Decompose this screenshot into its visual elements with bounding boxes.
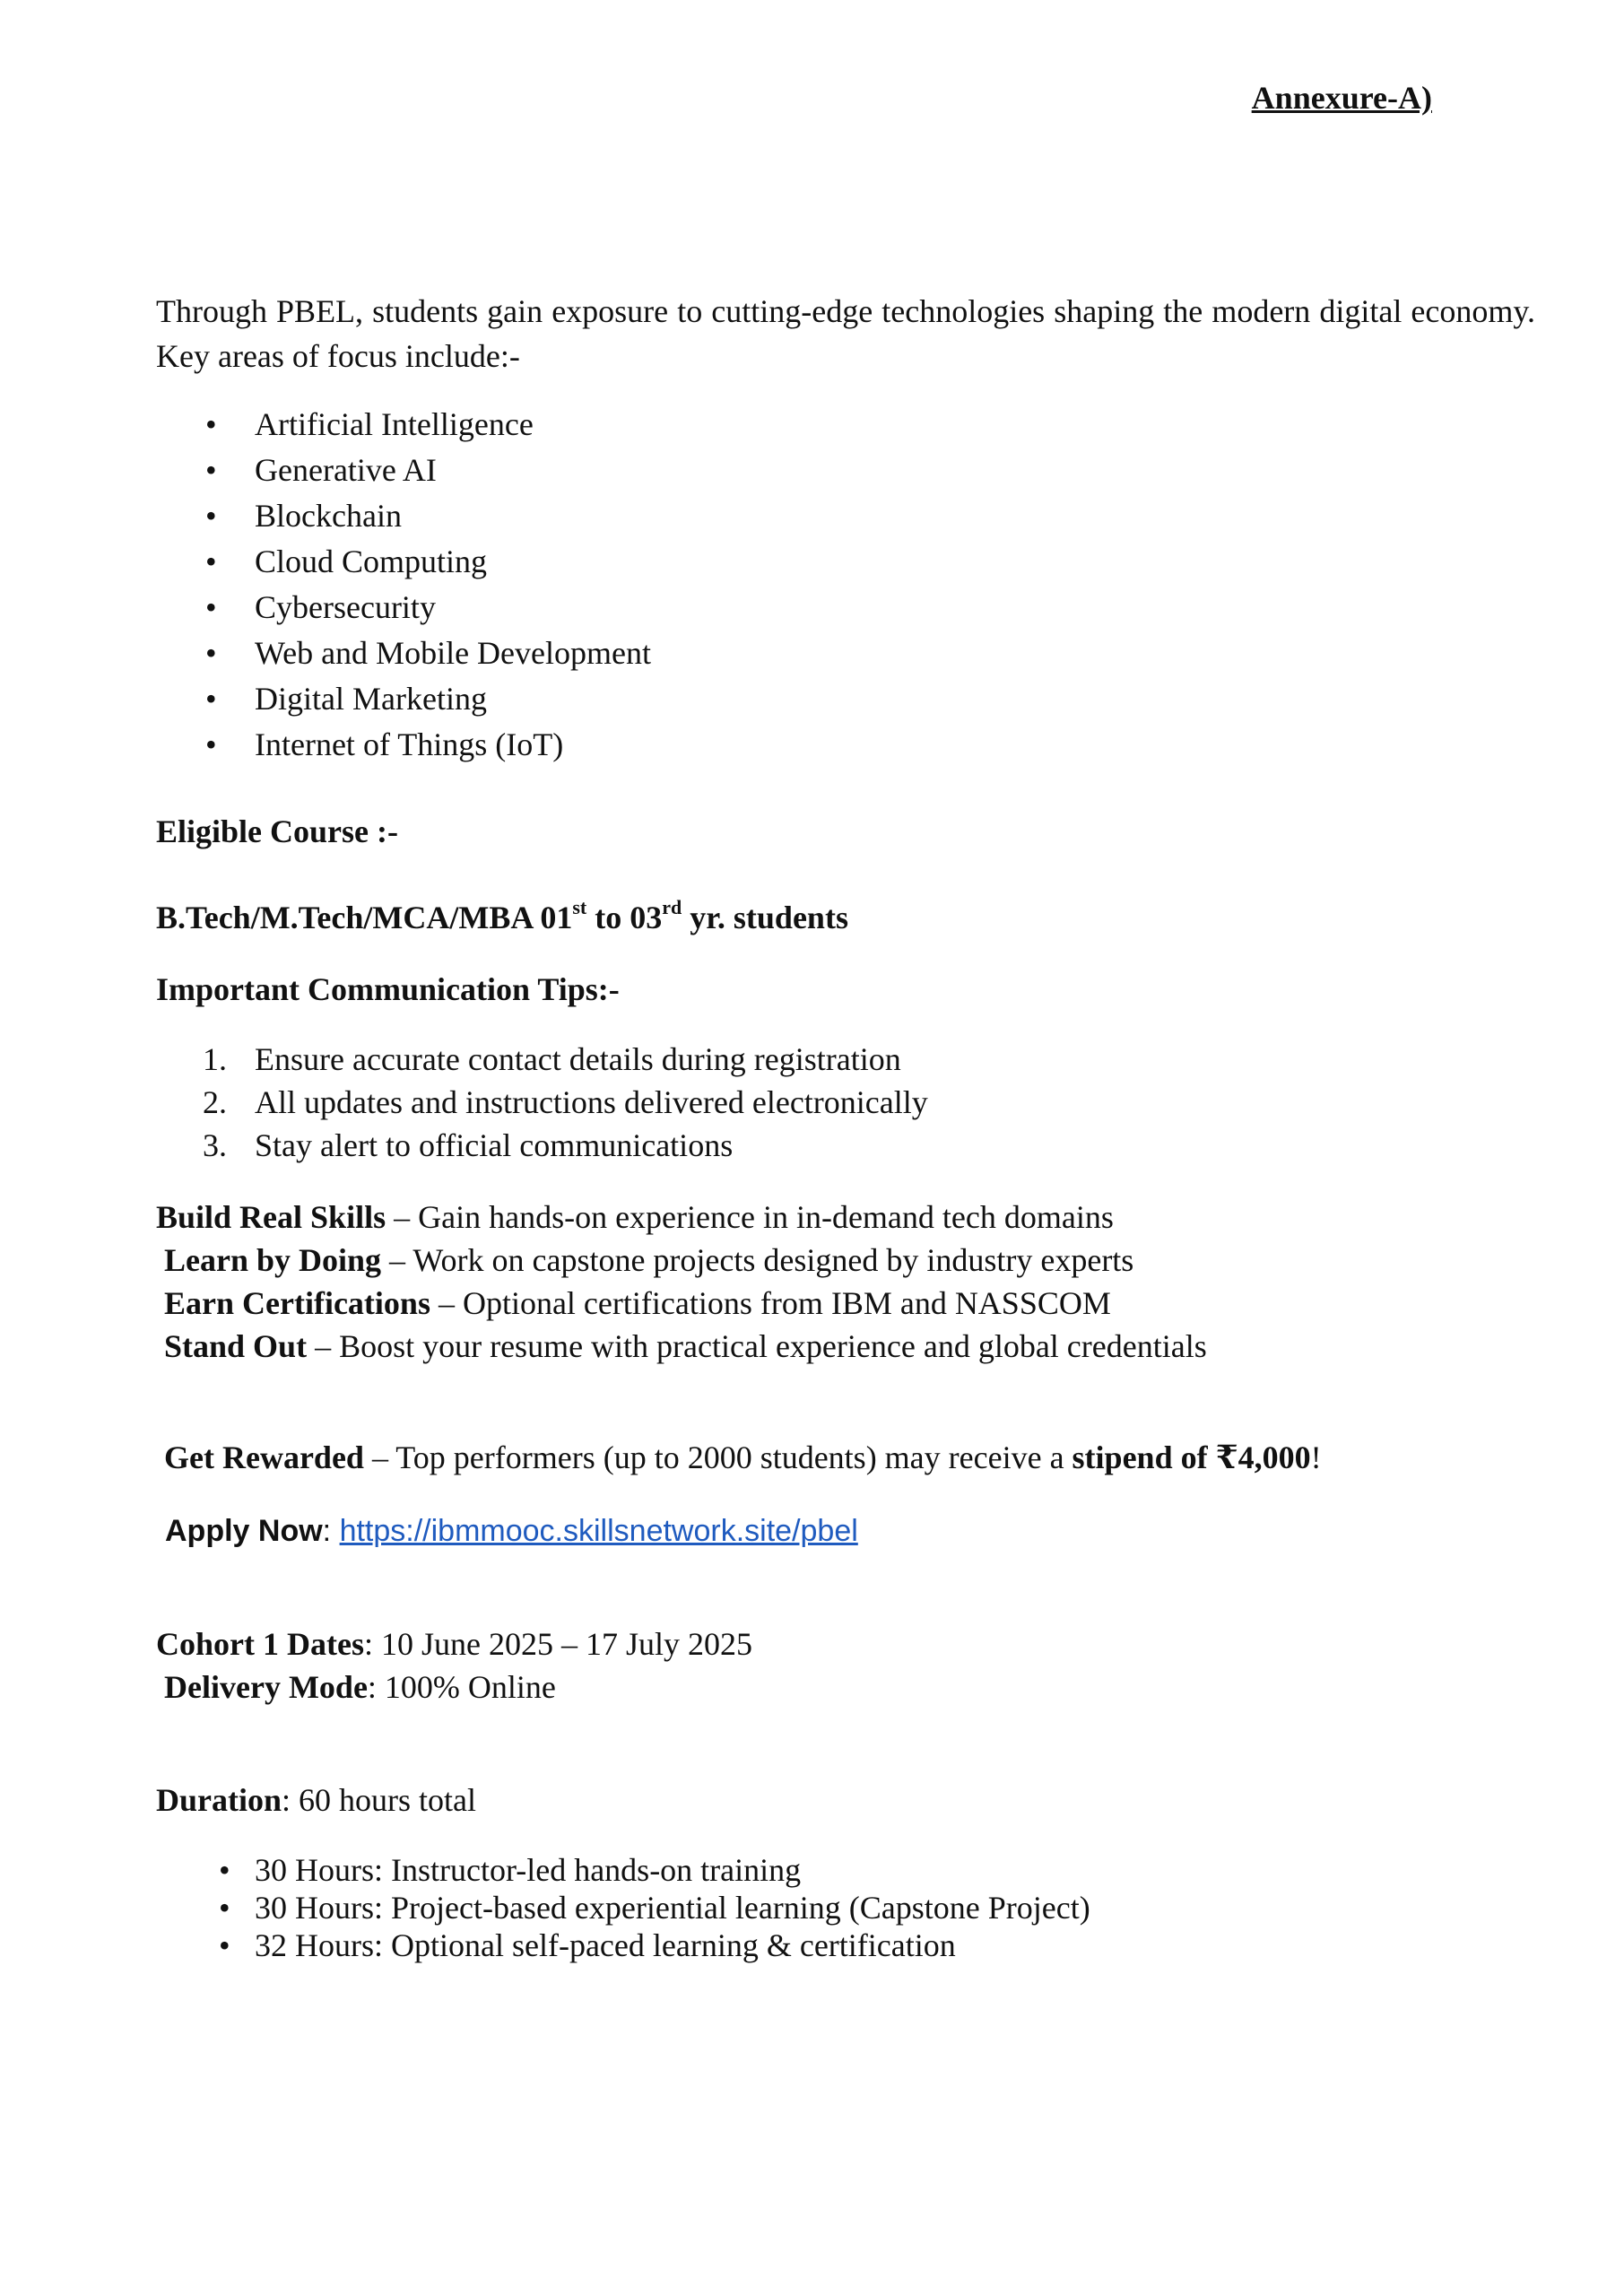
bullet-icon: • [219, 1852, 230, 1888]
bullet-icon: • [205, 726, 217, 762]
duration-heading: Duration: 60 hours total [156, 1782, 476, 1818]
benefit-stand-out: Stand Out – Boost your resume with practical experience and global credentials [164, 1328, 1207, 1364]
reward-line: Get Rewarded – Top performers (up to 2000 students) may receive a stipend of ₹4,000! [164, 1439, 1322, 1475]
eligible-course-heading: Eligible Course :- [156, 813, 398, 849]
benefit-earn-certifications: Earn Certifications – Optional certifications from IBM and NASSCOM [164, 1285, 1111, 1321]
apply-now-line: Apply Now: https://ibmmooc.skillsnetwork.site/pbel [165, 1514, 858, 1548]
annexure-heading: Annexure-A) [1251, 80, 1432, 116]
apply-now-label: Apply Now [165, 1514, 323, 1548]
bullet-icon: • [205, 589, 217, 625]
bullet-icon: • [205, 406, 217, 442]
bullet-icon: • [219, 1927, 230, 1963]
delivery-mode: Delivery Mode: 100% Online [164, 1669, 556, 1705]
apply-link[interactable]: https://ibmmooc.skillsnetwork.site/pbel [339, 1514, 858, 1548]
benefit-learn-by-doing: Learn by Doing – Work on capstone projects designed by industry experts [164, 1242, 1134, 1278]
bullet-icon: • [219, 1890, 230, 1926]
eligible-course-line: B.Tech/M.Tech/MCA/MBA 01st to 03rd yr. students [156, 896, 848, 935]
bullet-icon: • [205, 544, 217, 579]
bullet-icon: • [205, 498, 217, 534]
benefit-build-skills: Build Real Skills – Gain hands-on experience in in-demand tech domains [156, 1199, 1114, 1235]
document-page: Annexure-A) Through PBEL, students gain exposure to cutting-edge technologies shaping the modern digital economy. Key areas of focus include:- • Artificial Intelligence • Generative AI • Blockchain • Cloud Computing • Cybersecurity • Web and Mobile Development • Digital Marketing • Internet of Things (IoT) Eligible Course :- B.Tech/M.Tech/MCA/MBA 01st to 03rd yr. students Important Communication Tips:- 1. Ensure accurate contact details during registration 2. All updates and instructions delivered electronically 3. Stay alert to official communications Build Real Skills – Gain hands-on experience in in-demand tech domains Learn by Doing – Work on capstone projects designed by industry experts Earn Certifications – Optional certifications from IBM and NASSCOM Stand Out – Boost your resume with practical experience and global credentials Get Rewarded – Top performers (up to 2000 students) may receive a stipend of ₹4,000! Apply Now: https://ibmmooc.skillsnetwork.site/pbel Cohort 1 Dates: 10 June 2025 – 17 July 2025 Delivery Mode: 100% Online Duration: 60 hours total • 30 Hours: Instructor-led hands-on training • 30 Hours: Project-based experiential learning (Capstone Project) • 32 Hours: Optional self-paced learning & certification [156, 80, 1535, 1963]
bullet-icon: • [205, 635, 217, 671]
intro-paragraph: Through PBEL, students gain exposure to cutting-edge technologies shaping the modern digital economy. Key areas of focus include:- [156, 293, 1535, 374]
bullet-icon: • [205, 452, 217, 488]
tips-heading: Important Communication Tips:- [156, 971, 620, 1007]
cohort-dates: Cohort 1 Dates: 10 June 2025 – 17 July 2025 [156, 1626, 752, 1662]
bullet-icon: • [205, 681, 217, 717]
